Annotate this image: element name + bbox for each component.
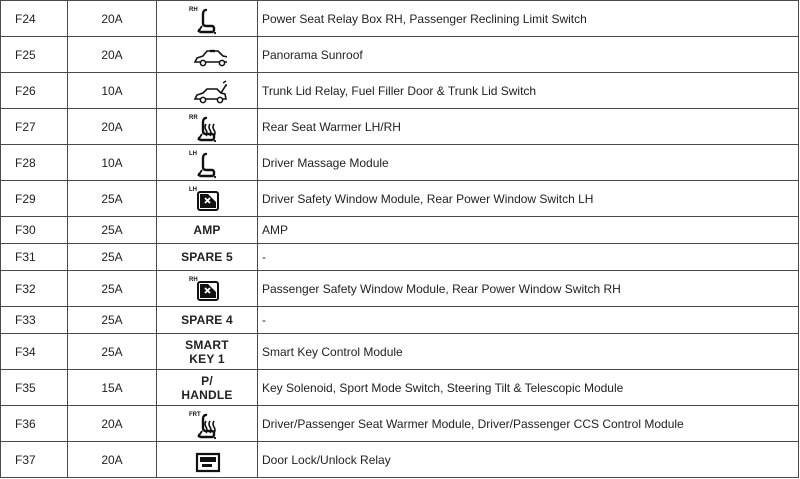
- fuse-row-f30: [1, 217, 799, 244]
- fuse-row-f34: [1, 334, 799, 370]
- fuse-description: Panorama Sunroof: [258, 37, 799, 73]
- fuse-description: Power Seat Relay Box RH, Passenger Reclining Limit Switch: [258, 1, 799, 37]
- fuse-id: F25: [1, 37, 68, 73]
- symbol-label: AMP: [193, 223, 221, 237]
- fuse-id: F33: [1, 307, 68, 334]
- fuse-id: F34: [1, 334, 68, 370]
- fuse-symbol: [157, 181, 258, 217]
- fuse-id: F37: [1, 442, 68, 478]
- fuse-amperage: 15A: [68, 370, 157, 406]
- fuse-symbol: [157, 334, 258, 370]
- seat-warmer-rr-icon: [187, 112, 227, 142]
- fuse-amperage: 20A: [68, 1, 157, 37]
- fuse-symbol: [157, 37, 258, 73]
- fuse-symbol: [157, 442, 258, 478]
- fuse-symbol: [157, 73, 258, 109]
- fuse-amperage: 25A: [68, 307, 157, 334]
- fuse-row-f29: [1, 181, 799, 217]
- symbol-label: P/ HANDLE: [181, 373, 233, 402]
- seat-lh-icon: [187, 148, 227, 178]
- fuse-amperage: 25A: [68, 271, 157, 307]
- fuse-description: -: [258, 307, 799, 334]
- fuse-row-f37: [1, 442, 799, 478]
- fuse-row-f24: [1, 1, 799, 37]
- fuse-amperage: 25A: [68, 334, 157, 370]
- fuse-amperage: 25A: [68, 217, 157, 244]
- fuse-id: F28: [1, 145, 68, 181]
- fuse-row-f28: [1, 145, 799, 181]
- fuse-id: F35: [1, 370, 68, 406]
- fuse-amperage: 25A: [68, 181, 157, 217]
- fuse-symbol: [157, 244, 258, 271]
- fuse-id: F29: [1, 181, 68, 217]
- symbol-label: SPARE 4: [181, 313, 233, 327]
- fuse-symbol: [157, 145, 258, 181]
- fuse-id: F31: [1, 244, 68, 271]
- fuse-row-f27: [1, 109, 799, 145]
- fuse-amperage: 25A: [68, 244, 157, 271]
- fuse-amperage: 20A: [68, 442, 157, 478]
- symbol-tag: FRT: [189, 411, 201, 418]
- fuse-symbol: [157, 109, 258, 145]
- fuse-symbol: [157, 370, 258, 406]
- symbol-tag: LH: [189, 150, 197, 157]
- door-lock-icon: [187, 445, 227, 475]
- fuse-amperage: 10A: [68, 73, 157, 109]
- fuse-symbol: [157, 271, 258, 307]
- fuse-symbol: [157, 1, 258, 37]
- fuse-id: F27: [1, 109, 68, 145]
- seat-rh-icon: [187, 4, 227, 34]
- fuse-amperage: 20A: [68, 406, 157, 442]
- fuse-description: Rear Seat Warmer LH/RH: [258, 109, 799, 145]
- fuse-id: F24: [1, 1, 68, 37]
- fuse-description: AMP: [258, 217, 799, 244]
- symbol-label: SMART KEY 1: [185, 337, 229, 366]
- symbol-tag: RH: [189, 276, 198, 283]
- fuse-description: -: [258, 244, 799, 271]
- fuse-description: Driver Massage Module: [258, 145, 799, 181]
- symbol-tag: LH: [189, 186, 197, 193]
- seat-warmer-frt-icon: [187, 409, 227, 439]
- fuse-symbol: [157, 307, 258, 334]
- fuse-symbol: [157, 217, 258, 244]
- fuse-description: Driver/Passenger Seat Warmer Module, Driver/Passenger CCS Control Module: [258, 406, 799, 442]
- fuse-amperage: 20A: [68, 37, 157, 73]
- fuse-amperage: 10A: [68, 145, 157, 181]
- fuse-id: F36: [1, 406, 68, 442]
- fuse-description: Trunk Lid Relay, Fuel Filler Door & Trunk Lid Switch: [258, 73, 799, 109]
- fuse-amperage: 20A: [68, 109, 157, 145]
- fuse-description: Key Solenoid, Sport Mode Switch, Steering Tilt & Telescopic Module: [258, 370, 799, 406]
- fuse-row-f35: [1, 370, 799, 406]
- window-lh-icon: [187, 184, 227, 214]
- fuse-row-f25: [1, 37, 799, 73]
- fuse-table-body: [1, 1, 799, 478]
- symbol-tag: RR: [189, 114, 198, 121]
- fuse-row-f26: [1, 73, 799, 109]
- fuse-description: Driver Safety Window Module, Rear Power Window Switch LH: [258, 181, 799, 217]
- fuse-row-f32: [1, 271, 799, 307]
- fuse-row-f31: [1, 244, 799, 271]
- fuse-symbol: [157, 406, 258, 442]
- fuse-row-f36: [1, 406, 799, 442]
- fuse-description: Passenger Safety Window Module, Rear Power Window Switch RH: [258, 271, 799, 307]
- symbol-label: SPARE 5: [181, 250, 233, 264]
- fuse-id: F32: [1, 271, 68, 307]
- trunk-open-car-icon: [187, 76, 227, 106]
- fuse-description: Door Lock/Unlock Relay: [258, 442, 799, 478]
- symbol-tag: RH: [189, 6, 198, 13]
- fuse-row-f33: [1, 307, 799, 334]
- sunroof-car-icon: [187, 40, 227, 70]
- fuse-id: F26: [1, 73, 68, 109]
- fuse-id: F30: [1, 217, 68, 244]
- window-rh-icon: [187, 274, 227, 304]
- fuse-description: Smart Key Control Module: [258, 334, 799, 370]
